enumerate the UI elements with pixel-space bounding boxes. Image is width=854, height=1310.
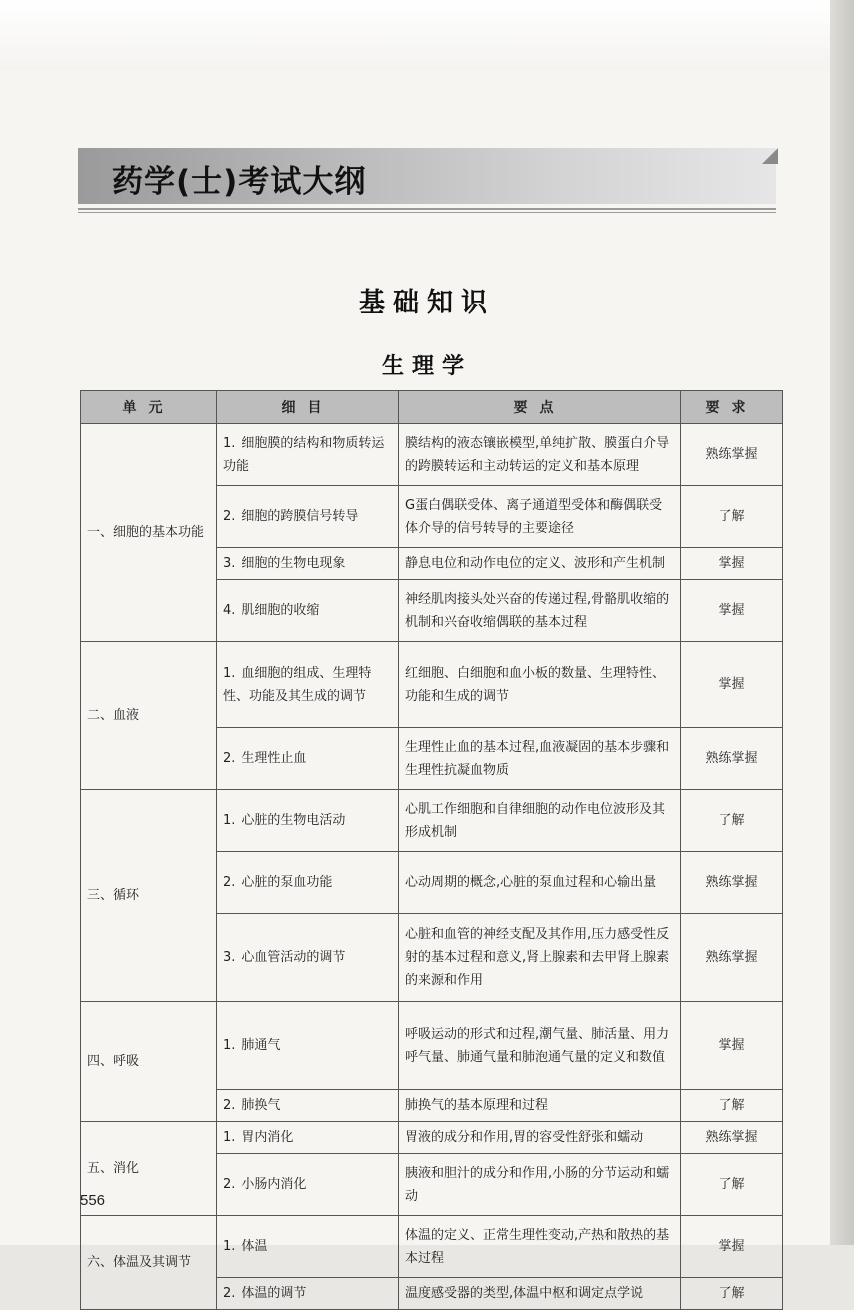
points-cell: 温度感受器的类型,体温中枢和调定点学说 (399, 1278, 681, 1310)
unit-cell: 二、血液 (81, 642, 217, 790)
item-cell (217, 790, 399, 852)
subject-title: 生理学 (381, 354, 472, 379)
table-body (81, 424, 783, 1310)
item-text: 细胞的跨膜信号转导 (241, 509, 359, 524)
item-index: 3. (223, 556, 236, 571)
header-unit: 单元 (81, 391, 217, 424)
item-text: 细胞的生物电现象 (241, 556, 346, 571)
points-cell: 胰液和胆汁的成分和作用,小肠的分节运动和蠕动 (399, 1154, 681, 1216)
requirement-cell: 熟练掌握 (681, 1122, 783, 1154)
item-cell (217, 1122, 399, 1154)
chapter-banner (78, 148, 776, 204)
item-cell (217, 580, 399, 642)
item-cell (217, 424, 399, 486)
item-index: 2. (223, 1177, 236, 1192)
page-number: 556 (80, 1192, 106, 1209)
item-cell (217, 548, 399, 580)
item-text: 心血管活动的调节 (241, 950, 346, 965)
item-cell (217, 1278, 399, 1310)
table-row (81, 1002, 783, 1090)
table-row (81, 642, 783, 728)
item-text: 体温的调节 (241, 1286, 307, 1301)
item-cell (217, 728, 399, 790)
item-cell (217, 852, 399, 914)
points-cell: 生理性止血的基本过程,血液凝固的基本步骤和生理性抗凝血物质 (399, 728, 681, 790)
item-cell (217, 486, 399, 548)
page-binding-shadow (830, 0, 854, 1245)
item-text: 血细胞的组成、生理特性、功能及其生成的调节 (223, 665, 372, 704)
points-cell: 体温的定义、正常生理性变动,产热和散热的基本过程 (399, 1216, 681, 1278)
points-cell: 呼吸运动的形式和过程,潮气量、肺活量、用力呼气量、肺通气量和肺泡通气量的定义和数值 (399, 1002, 681, 1090)
table-header (81, 391, 783, 424)
points-cell: 肺换气的基本原理和过程 (399, 1090, 681, 1122)
item-index: 1. (223, 435, 236, 451)
requirement-cell: 熟练掌握 (681, 728, 783, 790)
requirement-cell: 掌握 (681, 642, 783, 728)
item-cell (217, 1216, 399, 1278)
unit-cell: 三、循环 (81, 790, 217, 1002)
points-cell: 心动周期的概念,心脏的泵血过程和心输出量 (399, 852, 681, 914)
table-row (81, 424, 783, 486)
item-index: 2. (223, 1286, 236, 1301)
table-row (81, 790, 783, 852)
item-text: 肺通气 (241, 1038, 281, 1053)
table-row (81, 1216, 783, 1278)
requirement-cell: 掌握 (681, 1216, 783, 1278)
item-index: 2. (223, 509, 236, 524)
item-index: 2. (223, 751, 236, 766)
item-cell (217, 914, 399, 1002)
item-index: 1. (223, 1038, 236, 1053)
header-requirement: 要求 (681, 391, 783, 424)
item-index: 3. (223, 950, 236, 965)
points-cell: 心脏和血管的神经支配及其作用,压力感受性反射的基本过程和意义,肾上腺素和去甲肾上腺素的来源和作用 (399, 914, 681, 1002)
item-cell (217, 1002, 399, 1090)
item-index: 2. (223, 875, 236, 890)
item-text: 肺换气 (241, 1098, 281, 1113)
item-cell (217, 1090, 399, 1122)
points-cell: G蛋白偶联受体、离子通道型受体和酶偶联受体介导的信号转导的主要途径 (399, 486, 681, 548)
points-cell: 红细胞、白细胞和血小板的数量、生理特性、功能和生成的调节 (399, 642, 681, 728)
item-text: 胃内消化 (241, 1130, 294, 1145)
points-cell: 胃液的成分和作用,胃的容受性舒张和蠕动 (399, 1122, 681, 1154)
points-cell: 心肌工作细胞和自律细胞的动作电位波形及其形成机制 (399, 790, 681, 852)
item-index: 4. (223, 603, 236, 618)
item-index: 1. (223, 665, 236, 681)
banner-rule-thin (78, 212, 776, 213)
requirement-cell: 了解 (681, 1090, 783, 1122)
requirement-cell: 掌握 (681, 548, 783, 580)
item-index: 1. (223, 813, 236, 828)
banner-rule-thick (78, 208, 776, 210)
item-text: 心脏的生物电活动 (241, 813, 346, 828)
item-text: 肌细胞的收缩 (241, 603, 320, 618)
requirement-cell: 熟练掌握 (681, 914, 783, 1002)
points-cell: 神经肌肉接头处兴奋的传递过程,骨骼肌收缩的机制和兴奋收缩偶联的基本过程 (399, 580, 681, 642)
item-text: 小肠内消化 (241, 1177, 307, 1192)
requirement-cell: 了解 (681, 1278, 783, 1310)
header-item: 细目 (217, 391, 399, 424)
requirement-cell: 掌握 (681, 1002, 783, 1090)
banner-corner (762, 148, 778, 164)
item-text: 细胞膜的结构和物质转运功能 (223, 435, 385, 474)
requirement-cell: 了解 (681, 1154, 783, 1216)
item-index: 2. (223, 1098, 236, 1113)
requirement-cell: 了解 (681, 486, 783, 548)
item-cell (217, 1154, 399, 1216)
item-cell (217, 642, 399, 728)
points-cell: 静息电位和动作电位的定义、波形和产生机制 (399, 548, 681, 580)
syllabus-table (80, 390, 783, 1310)
header-points: 要点 (399, 391, 681, 424)
item-index: 1. (223, 1239, 236, 1254)
requirement-cell: 熟练掌握 (681, 424, 783, 486)
item-text: 生理性止血 (241, 751, 307, 766)
table-row (81, 1122, 783, 1154)
unit-cell: 一、细胞的基本功能 (81, 424, 217, 642)
requirement-cell: 熟练掌握 (681, 852, 783, 914)
chapter-title: 药学(士)考试大纲 (112, 164, 367, 200)
page-top-margin (0, 0, 854, 70)
item-index: 1. (223, 1130, 236, 1145)
requirement-cell: 了解 (681, 790, 783, 852)
unit-cell: 六、体温及其调节 (81, 1216, 217, 1310)
requirement-cell: 掌握 (681, 580, 783, 642)
item-text: 体温 (241, 1239, 268, 1254)
points-cell: 膜结构的液态镶嵌模型,单纯扩散、膜蛋白介导的跨膜转运和主动转运的定义和基本原理 (399, 424, 681, 486)
unit-cell: 五、消化 (81, 1122, 217, 1216)
item-text: 心脏的泵血功能 (241, 875, 333, 890)
unit-cell: 四、呼吸 (81, 1002, 217, 1122)
section-title: 基础知识 (358, 288, 495, 318)
